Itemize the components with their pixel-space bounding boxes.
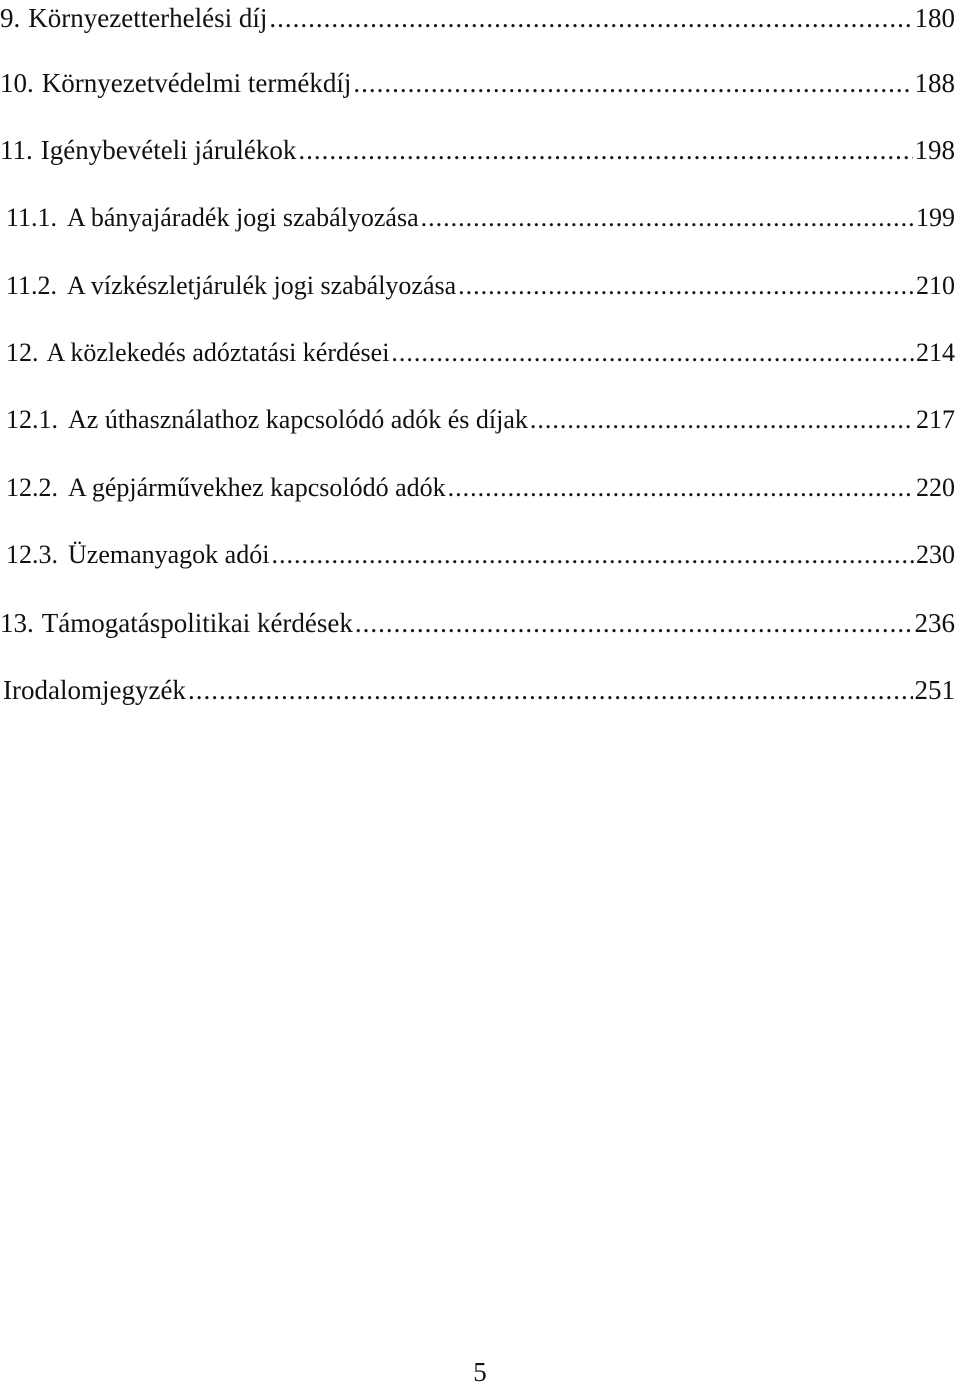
toc-entry[interactable] — [0, 0, 955, 38]
toc-entry-title: A gépjárművekhez kapcsolódó adók — [68, 473, 446, 502]
toc-entry[interactable] — [6, 468, 955, 508]
toc-entry-number: 11.2. — [6, 271, 58, 300]
toc-entry-title: Irodalomjegyzék — [3, 675, 186, 705]
toc-entry-number: 13. — [0, 608, 34, 638]
toc-entry-page: 236 — [914, 608, 955, 638]
page-number: 5 — [473, 1357, 487, 1387]
toc-entry-number: 12.1. — [6, 405, 58, 434]
toc-leader-dots — [353, 63, 912, 103]
toc-leader-dots — [421, 198, 914, 238]
toc-entry-title: Környezetvédelmi termékdíj — [41, 68, 352, 98]
toc-entry-title: A vízkészletjárulék jogi szabályozása — [67, 271, 457, 300]
toc-entry-title: A bányajáradék jogi szabályozása — [67, 203, 419, 232]
toc-entry-page: 210 — [916, 271, 955, 300]
toc-entry-page: 198 — [914, 135, 955, 165]
toc-entry[interactable] — [6, 535, 955, 575]
toc-entry-page: 220 — [916, 473, 955, 502]
toc-leader-dots — [448, 468, 914, 508]
toc-leader-dots — [298, 130, 912, 170]
toc-leader-dots — [530, 400, 914, 440]
toc-entry[interactable] — [6, 333, 955, 373]
toc-entry[interactable] — [6, 266, 955, 306]
toc-entry[interactable] — [6, 198, 955, 238]
toc-entry-page: 188 — [914, 68, 955, 98]
toc-entry-number: 12. — [6, 338, 39, 367]
toc-entry-page: 214 — [916, 338, 955, 367]
toc-entry[interactable] — [0, 130, 955, 170]
toc-entry-title: Támogatáspolitikai kérdések — [41, 608, 353, 638]
toc-entry[interactable] — [6, 400, 955, 440]
toc-entry[interactable] — [0, 603, 955, 643]
toc-entry-page: 251 — [914, 675, 955, 705]
toc-entry-title: Igénybevételi járulékok — [40, 135, 297, 165]
toc-leader-dots — [355, 603, 913, 643]
toc-entry-title: Környezetterhelési díj — [28, 3, 268, 33]
toc-entry-number: 10. — [0, 68, 34, 98]
toc-entry-number: 12.2. — [6, 473, 58, 502]
toc-entry[interactable] — [0, 670, 955, 710]
toc-entry-page: 230 — [916, 540, 955, 569]
toc-leader-dots — [269, 0, 912, 38]
toc-entry-number: 11.1. — [6, 203, 58, 232]
toc-entry-title: Az úthasználathoz kapcsolódó adók és díjak — [68, 405, 528, 434]
toc-leader-dots — [458, 266, 914, 306]
toc-entry-page: 180 — [914, 3, 955, 33]
toc-entry-page: 199 — [916, 203, 955, 232]
toc-entry-title: Üzemanyagok adói — [68, 540, 270, 569]
toc-entry-number: 9. — [0, 3, 21, 33]
toc-entry-number: 12.3. — [6, 540, 58, 569]
toc-leader-dots — [391, 333, 914, 373]
toc-leader-dots — [188, 670, 913, 710]
toc-entry-page: 217 — [916, 405, 955, 434]
toc-entry-number: 11. — [0, 135, 33, 165]
toc-entry[interactable] — [0, 63, 955, 103]
toc-leader-dots — [271, 535, 914, 575]
toc-entry-title: A közlekedés adóztatási kérdései — [46, 338, 390, 367]
